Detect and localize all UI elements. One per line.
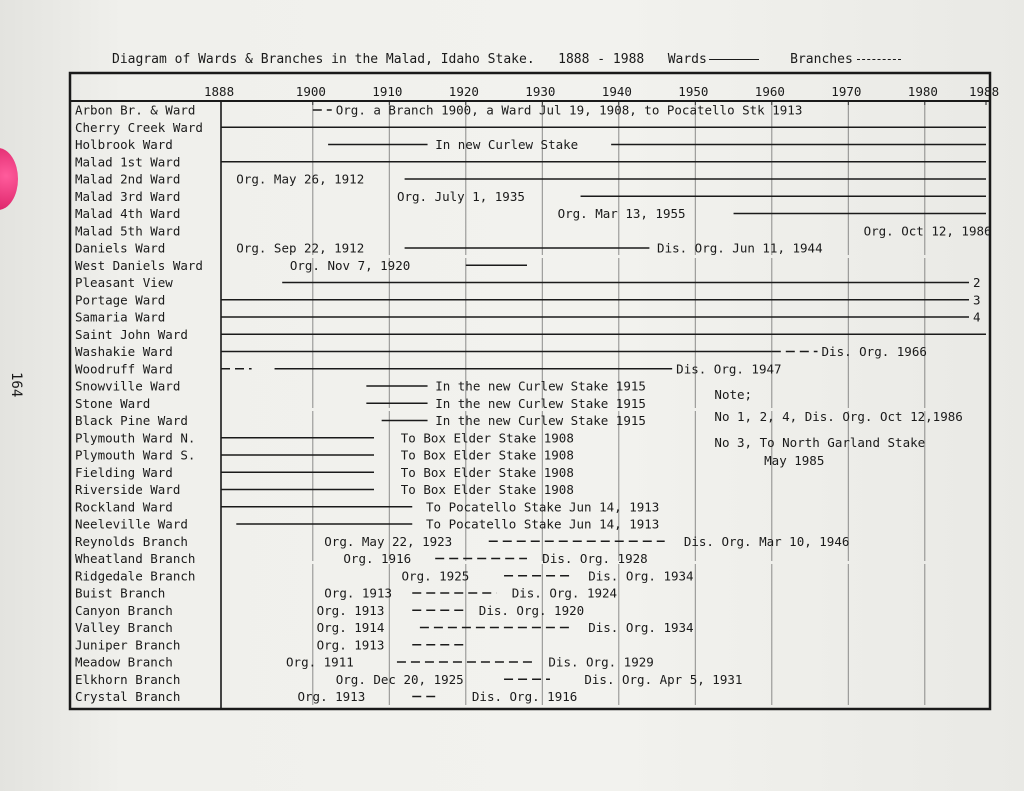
row-annotation: In the new Curlew Stake 1915: [435, 378, 646, 394]
row-label: Holbrook Ward: [75, 137, 173, 152]
row-label: Buist Branch: [75, 585, 166, 601]
row-annotation: Org. Dec 20, 1925: [335, 671, 464, 687]
date-range: 1888 - 1988: [558, 52, 645, 67]
row-label: Malad 3rd Ward: [75, 188, 181, 204]
row-label: Malad 2nd Ward: [75, 171, 181, 187]
year-tick-label: 1900: [295, 84, 326, 99]
row-annotation: In new Curlew Stake: [435, 137, 579, 152]
legend-wards-label: Wards: [667, 52, 707, 67]
row-annotation: Dis. Org. 1966: [821, 344, 927, 359]
row-annotation: 2: [972, 275, 981, 290]
row-label: Meadow Branch: [75, 654, 173, 670]
row-label: West Daniels Ward: [75, 257, 203, 273]
row-annotation: Org. 1916: [343, 551, 412, 566]
row-label: Crystal Branch: [75, 689, 181, 704]
row-label: Plymouth Ward S.: [75, 447, 196, 463]
row-annotation: Dis. Org. 1920: [478, 602, 585, 618]
row-annotation: Dis. Org. Mar 10, 1946: [683, 533, 850, 549]
row-annotation: Org. a Branch 1900, a Ward Jul 19, 1908, to Pocatello Stk 1913: [335, 102, 803, 118]
row-label: Stone Ward: [75, 395, 151, 411]
row-annotation: Dis. Org. 1934: [588, 568, 694, 584]
row-label: Snowville Ward: [75, 378, 181, 394]
row-label: Woodruff Ward: [75, 361, 173, 377]
row-annotation: Org. 1913: [297, 689, 366, 704]
row-annotation: 3: [972, 292, 981, 308]
row-annotation: Dis. Org. Jun 11, 1944: [657, 240, 823, 256]
row-annotation: To Box Elder Stake 1908: [400, 430, 574, 446]
diagram-title: Diagram of Wards & Branches in the Malad, Idaho Stake.: [112, 52, 535, 67]
year-tick-label: 1960: [754, 84, 785, 99]
row-annotation: Dis. Org. 1928: [542, 551, 648, 566]
row-annotation: Org. Sep 22, 1912: [236, 240, 365, 256]
row-annotation: To Box Elder Stake 1908: [400, 482, 574, 497]
row-label: Samaria Ward: [75, 309, 166, 325]
year-tick-label: 1950: [678, 84, 709, 99]
year-tick-label: 1970: [831, 84, 862, 99]
side-note-line-2: No 3, To North Garland Stake: [714, 435, 926, 450]
year-tick-label: 1920: [448, 84, 479, 99]
row-annotation: To Pocatello Stake Jun 14, 1913: [426, 516, 660, 532]
year-tick-label: 1980: [907, 84, 938, 99]
row-label: Black Pine Ward: [75, 413, 188, 428]
row-annotation: Dis. Org. 1916: [471, 689, 578, 704]
row-annotation: Org. Mar 13, 1955: [557, 206, 686, 221]
row-annotation: Dis. Org. 1934: [588, 620, 694, 635]
row-label: Portage Ward: [75, 292, 166, 308]
row-annotation: Dis. Org. 1947: [676, 361, 782, 377]
row-annotation: In the new Curlew Stake 1915: [435, 413, 646, 428]
page-number: 164: [8, 372, 24, 398]
row-annotation: Org. 1914: [316, 620, 385, 635]
row-label: Riverside Ward: [75, 482, 181, 497]
legend-branches-label: Branches: [790, 52, 853, 67]
row-annotation: To Pocatello Stake Jun 14, 1913: [426, 499, 660, 515]
row-label: Reynolds Branch: [75, 533, 188, 549]
row-label: Ridgedale Branch: [75, 568, 196, 584]
year-tick-label: 1910: [372, 84, 403, 99]
row-label: Cherry Creek Ward: [75, 119, 203, 135]
year-tick-label: 1888: [204, 84, 235, 99]
row-label: Fielding Ward: [75, 464, 173, 480]
row-label: Rockland Ward: [75, 499, 173, 515]
row-annotation: Dis. Org. 1924: [511, 585, 618, 601]
row-annotation: Org. May 26, 1912: [236, 171, 365, 187]
row-label: Canyon Branch: [75, 602, 173, 618]
row-label: Pleasant View: [75, 275, 173, 290]
year-tick-label: 1940: [601, 84, 632, 99]
row-label: Washakie Ward: [75, 344, 173, 359]
row-label: Wheatland Branch: [75, 551, 196, 566]
row-annotation: Dis. Org. Apr 5, 1931: [584, 671, 743, 687]
row-label: Malad 5th Ward: [75, 223, 181, 239]
row-annotation: Org. 1913: [316, 602, 385, 618]
row-annotation: Org. May 22, 1923: [324, 533, 453, 549]
row-annotation: Org. 1925: [401, 568, 470, 584]
side-note-line-3: May 1985: [764, 453, 825, 468]
row-annotation: Org. Nov 7, 1920: [289, 257, 411, 273]
row-label: Juniper Branch: [75, 637, 181, 653]
side-note-line-1: No 1, 2, 4, Dis. Org. Oct 12,1986: [714, 409, 963, 424]
side-note-heading: Note;: [714, 387, 753, 402]
row-annotation: Dis. Org. 1929: [548, 654, 654, 670]
row-label: Saint John Ward: [75, 326, 188, 342]
row-label: Malad 1st Ward: [75, 154, 181, 170]
row-annotation: Org. July 1, 1935: [396, 188, 525, 204]
row-label: Malad 4th Ward: [75, 206, 181, 221]
row-annotation: In the new Curlew Stake 1915: [435, 395, 646, 411]
row-label: Plymouth Ward N.: [75, 430, 196, 446]
row-label: Neeleville Ward: [75, 516, 188, 532]
year-tick-label: 1930: [525, 84, 556, 99]
row-annotation: 4: [972, 309, 981, 325]
row-annotation: Org. 1913: [324, 585, 393, 601]
row-label: Daniels Ward: [75, 240, 166, 256]
row-annotation: Org. Oct 12, 1986: [863, 223, 992, 239]
row-annotation: To Box Elder Stake 1908: [400, 464, 574, 480]
row-annotation: To Box Elder Stake 1908: [400, 447, 574, 463]
row-annotation: Org. 1911: [286, 654, 354, 670]
year-tick-label: 1988: [969, 84, 1000, 99]
row-label: Elkhorn Branch: [75, 671, 181, 687]
row-label: Arbon Br. & Ward: [75, 102, 196, 118]
row-annotation: Org. 1913: [316, 637, 385, 653]
row-label: Valley Branch: [75, 620, 173, 635]
